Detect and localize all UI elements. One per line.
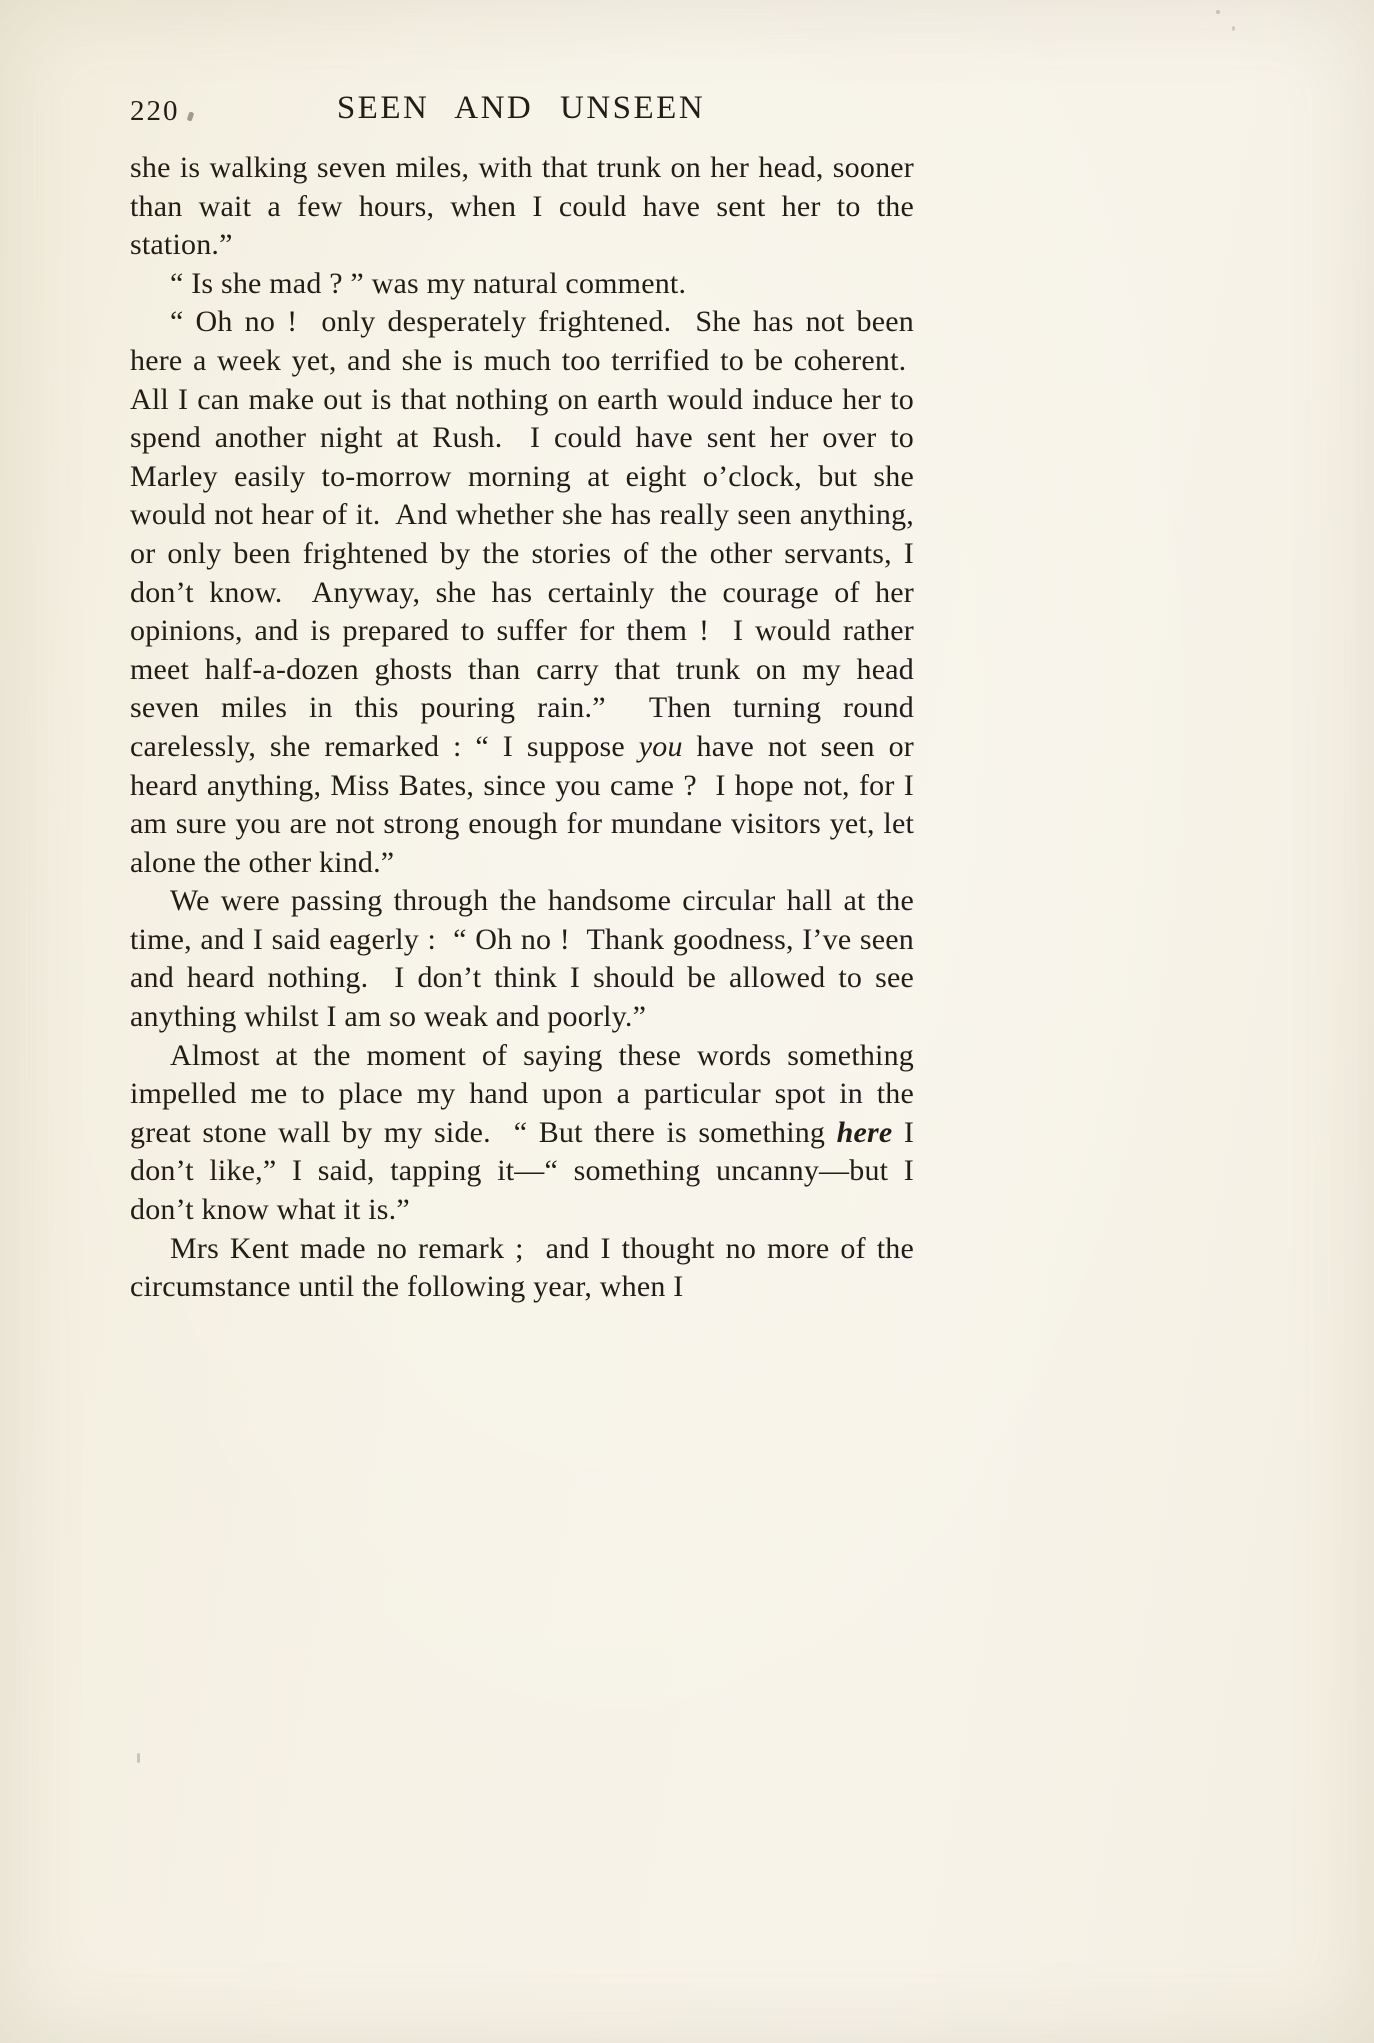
text-run: she is walking seven miles, with that trunk on her head, sooner than wait a few hours, when I could have sent her to the station.” <box>130 151 914 262</box>
paragraph <box>130 303 914 882</box>
scan-artifact <box>1216 10 1220 14</box>
page-title: SEEN AND UNSEEN <box>336 90 706 126</box>
scan-artifact <box>137 1753 140 1763</box>
scan-artifact <box>1232 26 1235 31</box>
page-number: 220 <box>130 95 180 127</box>
text-run: here <box>836 1115 893 1149</box>
paragraph <box>130 149 914 265</box>
text-run: Mrs Kent made no remark ; and I thought no more of the circumstance until the following year, when I <box>130 1231 914 1304</box>
text-run: “ Is she mad ? ” was my natural comment. <box>170 266 687 300</box>
page-body <box>130 149 914 1307</box>
paragraph <box>130 882 914 1036</box>
text-run: you <box>638 729 683 763</box>
text-run: “ Oh no ! only desperately frightened. She has not been here a week yet, and she is much too terrified to be coherent. All I can make out is that nothing on earth would induce her to spend another night at Rush. I could have sent her over to Marley easily to-morrow morning at eight o’clock, but she would not hear of it. And whether she has really seen anything, or only been frightened by the stories of the other servants, I don’t know. Anyway, she has certainly the courage of her opinions, and is prepared to suffer for them ! I would rather meet half-a-dozen ghosts than carry that trunk on my head seven miles in this pouring rain.” Then turning round carelessly, she remarked : “ I suppose <box>130 305 914 763</box>
text-run: We were passing through the handsome circular hall at the time, and I said eagerly : “ Oh no ! Thank goodness, I’ve seen and heard nothing. I don’t think I should be allowed to see anything whilst I am so weak and poorly.” <box>130 884 914 1034</box>
text-run: Almost at the moment of saying these words something impelled me to place my hand upon a particular spot in the great stone wall by my side. “ But there is something <box>130 1038 914 1149</box>
text-run: have not seen or heard anything, Miss Bates, since you came ? I hope not, for I am sure you are not strong enough for mundane visitors yet, let alone the other kind.” <box>130 729 914 879</box>
paragraph <box>130 1230 914 1307</box>
paragraph <box>130 265 914 304</box>
paragraph <box>130 1037 914 1230</box>
page-header <box>130 90 912 134</box>
text-run: I don’t like,” I said, tapping it—“ something uncanny—but I don’t know what it is.” <box>130 1115 915 1227</box>
